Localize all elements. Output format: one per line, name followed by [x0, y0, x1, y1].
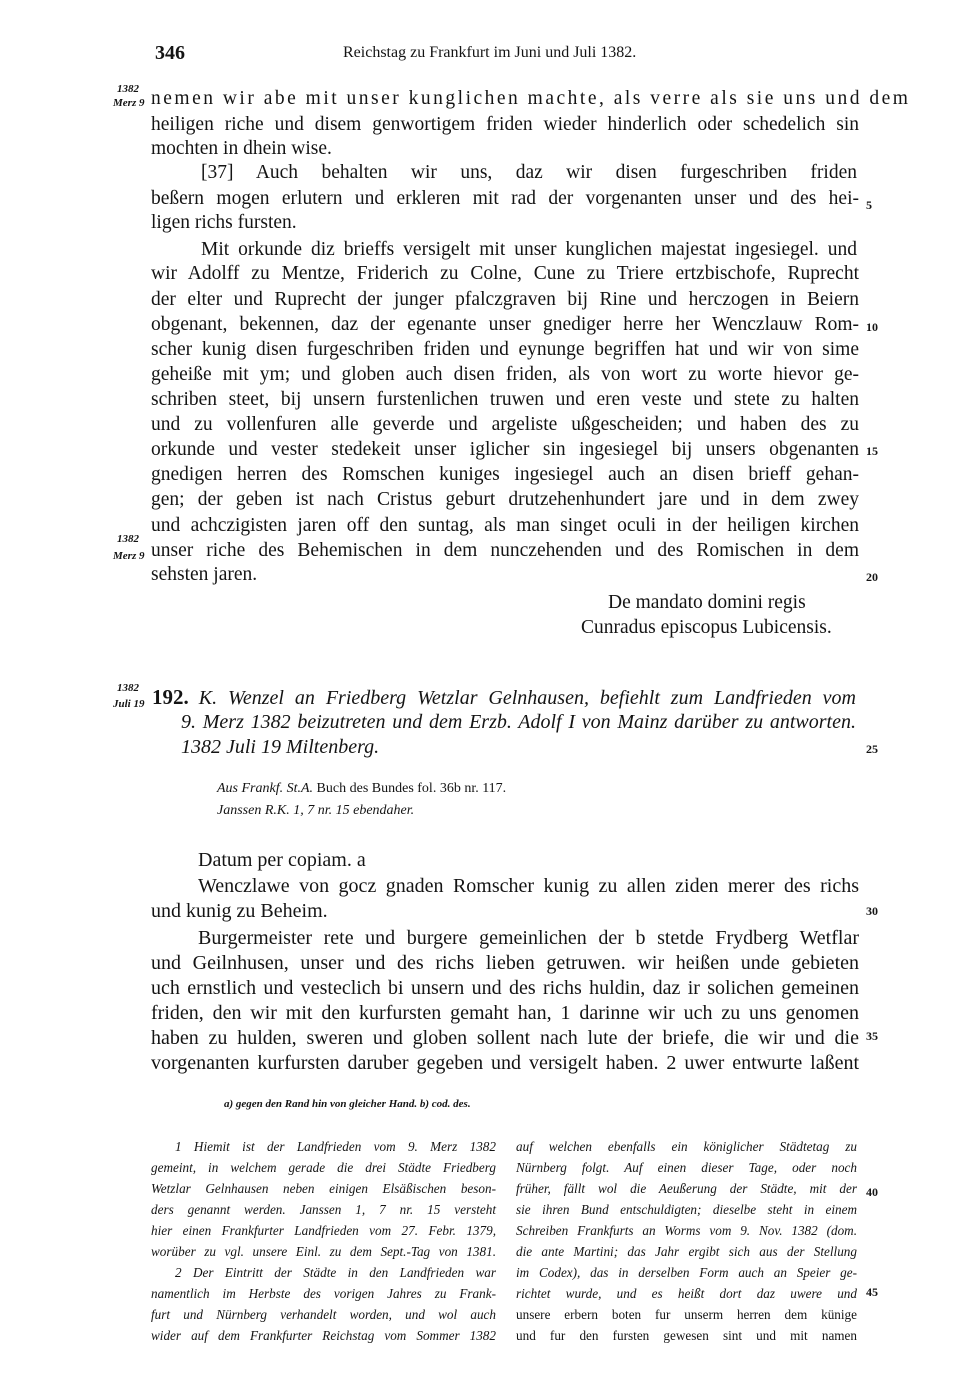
footnote-line: unsere erbern boten fur unserm herren dem künige [516, 1307, 857, 1322]
margin-note-date: Juli 19 [113, 698, 145, 710]
text-line: ligen richs fursten. [151, 212, 297, 233]
source-citation: Janssen R.K. 1, 7 nr. 15 ebendaher. [217, 803, 415, 818]
signature-line: De mandato domini regis [608, 592, 806, 613]
footnote-line: 1 Hiemit ist der Landfrieden vom 9. Merz 1382 [175, 1139, 496, 1154]
source-reference: Buch des Bundes fol. 36b nr. 117. [316, 781, 507, 796]
text-line: sehsten jaren. [151, 564, 258, 585]
margin-note-year: 1382 [117, 533, 139, 545]
footnote-line: auf welchen ebenfalls ein königlicher Städtetag zu [516, 1139, 857, 1154]
text-line: und kunig zu Beheim. [151, 900, 328, 922]
running-head: Reichstag zu Frankfurt im Juni und Juli 1382. [343, 44, 637, 61]
footnote-line: richtet wurde, und es heißt dort daz uwere und [516, 1286, 857, 1301]
source-citation [217, 781, 506, 797]
text-line: [37] Auch behalten wir uns, daz wir disen furgeschriben friden [201, 162, 857, 183]
page-number: 346 [155, 42, 185, 64]
footnote-line: im Codex), das in derselben Form auch an Speier ge- [516, 1265, 857, 1280]
line-number: 30 [866, 904, 878, 918]
footnote-line: worüber zu vgl. unsere Einl. zu dem Sept.-Tag von 1381. [151, 1244, 496, 1259]
margin-note-date: Merz 9 [113, 550, 145, 562]
footnote-line: Wetzlar Gelnhausen neben einigen Elsäßischen beson- [151, 1181, 496, 1196]
line-number: 5 [866, 198, 872, 212]
text-line: vorgenanten kurfursten daruber gegeben und versigelt haben. 2 uwer entwurte laßent [151, 1052, 859, 1074]
text-line: uch ernstlich und vesteclich bi unsern und des richs huldin, daz ir solichen gemeinen [151, 977, 859, 999]
line-number: 20 [866, 570, 878, 584]
footnote-line: Schreiben Frankfurts an Worms vom 9. Nov. 1382 (dom. [516, 1223, 857, 1238]
margin-note-date: Merz 9 [113, 97, 145, 109]
document-title: 1382 Juli 19 Miltenberg. [181, 736, 380, 758]
text-line: geheiße mit ym; und globen auch disen friden, als von wort zu worte hievor ge- [151, 364, 859, 385]
margin-note-year: 1382 [117, 682, 139, 694]
line-number: 15 [866, 444, 878, 458]
line-number: 25 [866, 742, 878, 756]
text-line: unser riche des Behemischen in dem nunczehenden und des Romischen in dem [151, 540, 859, 561]
text-line: wir Adolff zu Mentze, Friderich zu Colne, Cune zu Triere ertzbischofe, Ruprecht [151, 263, 859, 284]
line-number: 35 [866, 1029, 878, 1043]
document-title-text: K. Wenzel an Friedberg Wetzlar Gelnhausen, befiehlt zum Landfrieden vom [198, 687, 856, 709]
source-archive: Aus Frankf. St.A. [217, 781, 314, 796]
text-line: Wenczlawe von gocz gnaden Romscher kunig zu allen ziden merer des richs [198, 875, 859, 897]
text-line: heiligen riche und disem genwortigem friden wieder hinderlich oder schedelich sin [151, 114, 859, 135]
text-line: gnedigen herren des Romschen kuniges ingesiegel auch an disen brieff gehan- [151, 464, 859, 485]
text-line: friden, den wir mit den kurfursten gemaht han, 1 darinne wir uch zu uns genomen [151, 1002, 859, 1024]
document-title: 9. Merz 1382 beizutreten und dem Erzb. Adolf I von Mainz darüber zu antworten. [181, 711, 856, 733]
line-number: 45 [866, 1285, 878, 1299]
text-line: beßern mogen erlutern und erkleren mit rad der vorgenanten unser und des hei- [151, 188, 859, 209]
text-line: scher kunig disen furgeschriben friden und eynunge begriffen hat und wir von sime [151, 339, 859, 360]
critical-apparatus: a) gegen den Rand hin von gleicher Hand. b) cod. des. [224, 1098, 471, 1110]
footnote-line: die ante Martini; das Jahr ergibt sich aus der Stellung [516, 1244, 857, 1259]
text-line: gen; der geben ist nach Cristus geburt drutzehenhundert jare und in dem zwey [151, 489, 859, 510]
text-line: und Geilnhusen, unser und des richs lieben getruwen. wir heißen unde gebieten [151, 952, 859, 974]
text-line: haben zu hulden, sweren und globen sollent nach lute der briefe, die wir und die [151, 1027, 859, 1049]
line-number: 40 [866, 1185, 878, 1199]
line-number: 10 [866, 320, 878, 334]
footnote-line: namentlich im Herbste des vorigen Jahres zu Frank- [151, 1286, 496, 1301]
text-line: nemen wir abe mit unser kunglichen machte, als verre als sie uns und dem [151, 88, 911, 109]
text-line: orkunde und vester stedekeit unser iglicher sin ingesiegel bij unsers obgenanten [151, 439, 859, 460]
footnote-line: sie ihren Bund entschuldigten; dieselbe steht in einem [516, 1202, 857, 1217]
text-line: Burgermeister rete und burgere gemeinlichen der b stetde Frydberg Wetflar [198, 927, 859, 949]
footnote-line: Nürnberg folgt. Auf einen dieser Tage, oder noch [516, 1160, 857, 1175]
footnote-line: gemeint, in welchem gerade die drei Städte Friedberg [151, 1160, 496, 1175]
footnote-line: früher, fällt wol die Aeußerung der Städte, mit der [516, 1181, 857, 1196]
document-number: 192. [152, 685, 189, 709]
text-line: mochten in dhein wise. [151, 138, 332, 159]
text-line: obgenant, bekennen, daz der egenante unser gnediger herre her Wenczlauw Rom- [151, 314, 859, 335]
signature-line: Cunradus episcopus Lubicensis. [581, 617, 832, 638]
text-line: Mit orkunde diz brieffs versigelt mit unser kunglichen majestat ingesiegel. und [201, 239, 857, 260]
footnote-line: und fur den fursten gewesen sint und mit namen [516, 1328, 857, 1343]
footnote-line: furt und Nürnberg verhandelt worden, und wol auch [151, 1307, 496, 1322]
footnote-line: hier einen Frankfurter Landfrieden vom 27. Febr. 1379, [151, 1223, 496, 1238]
text-line: und zu vollenfuren alle geverde und argeliste ußgescheiden; und haben des zu [151, 414, 859, 435]
text-line: schriben steet, bij unsern furstenlichen truwen und eren veste und stete zu halten [151, 389, 859, 410]
margin-note-year: 1382 [117, 83, 139, 95]
document-title [152, 685, 856, 711]
footnote-line: wider auf dem Frankfurter Reichstag vom Sommer 1382 [151, 1328, 496, 1343]
text-line: der elter und Ruprecht der junger pfalczgraven bij Rine und herczogen in Beiern [151, 289, 859, 310]
text-line: und achczigisten jaren off den suntag, als man singet oculi in der heiligen kirchen [151, 515, 859, 536]
footnote-line: ders genannt werden. Janssen 1, 7 nr. 15 versteht [151, 1202, 496, 1217]
text-line: Datum per copiam. a [198, 849, 366, 871]
footnote-line: 2 Der Eintritt der Städte in den Landfrieden war [175, 1265, 496, 1280]
